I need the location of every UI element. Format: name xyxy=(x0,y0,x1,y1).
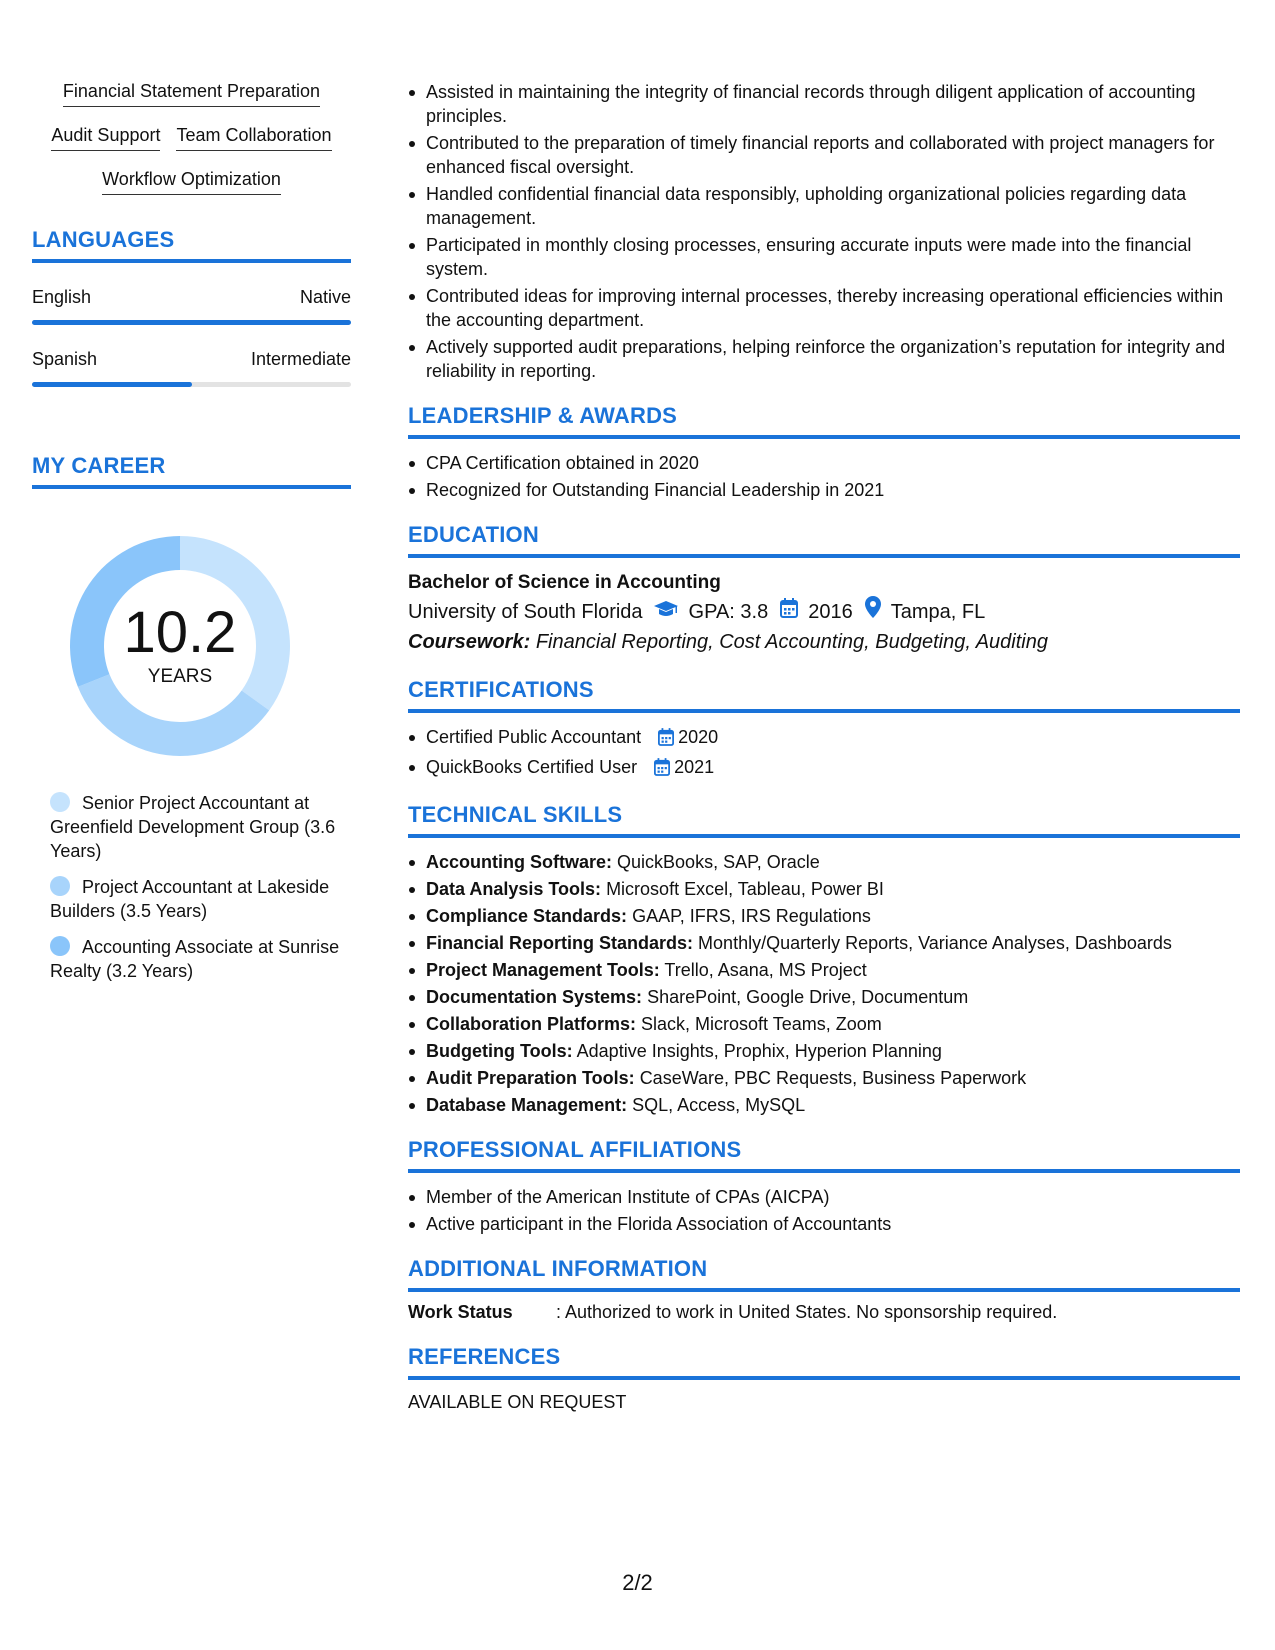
certifications-heading: CERTIFICATIONS xyxy=(408,677,1240,713)
coursework-value: Financial Reporting, Cost Accounting, Budgeting, Auditing xyxy=(535,631,1048,653)
skill-values: QuickBooks, SAP, Oracle xyxy=(617,852,820,872)
skill-tag-row xyxy=(32,80,351,107)
legend-label: Senior Project Accountant at Greenfield Development Group (3.6 Years) xyxy=(50,793,336,861)
skill-tag: Financial Statement Preparation xyxy=(63,80,320,107)
skill-values: GAAP, IFRS, IRS Regulations xyxy=(632,906,871,926)
language-bar xyxy=(32,320,351,325)
legend-item xyxy=(50,791,340,863)
skill-category: Financial Reporting Standards: xyxy=(426,933,694,953)
page-number: 2/2 xyxy=(622,1570,653,1595)
language-bar-fill xyxy=(32,382,192,387)
skill-values: Microsoft Excel, Tableau, Power BI xyxy=(606,879,884,899)
technical-skill-item xyxy=(426,1039,1240,1063)
language-level: Native xyxy=(299,287,351,307)
technical-skill-item xyxy=(426,985,1240,1009)
additional-info-heading: ADDITIONAL INFORMATION xyxy=(408,1256,1240,1292)
technical-skills-heading: TECHNICAL SKILLS xyxy=(408,802,1240,838)
legend-dot xyxy=(50,876,70,896)
skill-category: Data Analysis Tools: xyxy=(426,879,602,899)
skill-values: Slack, Microsoft Teams, Zoom xyxy=(641,1014,882,1034)
certifications-section xyxy=(408,677,1240,782)
references-text: AVAILABLE ON REQUEST xyxy=(408,1392,627,1412)
certification-item xyxy=(426,755,1240,782)
graduation-cap-icon xyxy=(653,597,679,627)
skill-values: CaseWare, PBC Requests, Business Paperwork xyxy=(639,1068,1027,1088)
skill-category: Database Management: xyxy=(426,1095,628,1115)
affiliations-list xyxy=(408,1185,1240,1236)
additional-info-section xyxy=(408,1256,1240,1324)
coursework-label: Coursework: xyxy=(408,631,531,653)
leadership-heading: LEADERSHIP & AWARDS xyxy=(408,403,1240,439)
calendar-icon xyxy=(658,728,674,752)
work-status-value: : Authorized to work in United States. No sponsorship required. xyxy=(556,1302,1058,1322)
certifications-list xyxy=(408,725,1240,782)
skill-tag: Workflow Optimization xyxy=(102,168,281,195)
career-donut xyxy=(65,531,295,761)
skill-tags xyxy=(32,80,351,195)
skill-tag-row xyxy=(32,168,351,195)
skill-tag-row xyxy=(32,124,351,151)
experience-bullet: Assisted in maintaining the integrity of financial records through diligent application of accounting principles. xyxy=(426,80,1240,128)
career-section xyxy=(32,453,351,983)
education-heading: EDUCATION xyxy=(408,522,1240,558)
skill-category: Project Management Tools: xyxy=(426,960,660,980)
skill-category: Audit Preparation Tools: xyxy=(426,1068,635,1088)
skill-category: Accounting Software: xyxy=(426,852,613,872)
calendar-icon xyxy=(780,597,798,627)
certification-name: QuickBooks Certified User xyxy=(426,757,638,777)
career-years-unit: YEARS xyxy=(147,666,213,687)
career-heading: MY CAREER xyxy=(32,453,351,489)
leadership-item: Recognized for Outstanding Financial Leadership in 2021 xyxy=(426,478,1240,502)
work-status-label: Work Status xyxy=(408,1302,513,1322)
references-section xyxy=(408,1344,1240,1414)
technical-skill-item xyxy=(426,1066,1240,1090)
language-name: English xyxy=(32,287,92,307)
skill-values: Trello, Asana, MS Project xyxy=(664,960,867,980)
skill-category: Documentation Systems: xyxy=(426,987,643,1007)
education-degree: Bachelor of Science in Accounting xyxy=(408,572,721,593)
language-spanish xyxy=(32,349,351,387)
certification-item xyxy=(426,725,1240,752)
certification-name: Certified Public Accountant xyxy=(426,727,642,747)
skill-values: Adaptive Insights, Prophix, Hyperion Planning xyxy=(576,1041,942,1061)
technical-skill-item xyxy=(426,1093,1240,1117)
experience-bullet: Contributed to the preparation of timely financial reports and collaborated with project managers for enhanced fiscal oversight. xyxy=(426,131,1240,179)
career-legend xyxy=(50,791,340,983)
skill-category: Budgeting Tools: xyxy=(426,1041,573,1061)
technical-skill-item xyxy=(426,931,1240,955)
technical-skill-item xyxy=(426,877,1240,901)
references-heading: REFERENCES xyxy=(408,1344,1240,1380)
legend-item xyxy=(50,875,340,923)
affiliation-item: Active participant in the Florida Association of Accountants xyxy=(426,1212,1240,1236)
language-bar xyxy=(32,382,351,387)
affiliation-item: Member of the American Institute of CPAs (AICPA) xyxy=(426,1185,1240,1209)
career-total-years: 10.2 xyxy=(123,600,237,665)
education-gpa: GPA: 3.8 xyxy=(688,600,769,623)
language-english xyxy=(32,287,351,325)
legend-label: Project Accountant at Lakeside Builders (3.5 Years) xyxy=(50,877,330,921)
skill-category: Collaboration Platforms: xyxy=(426,1014,637,1034)
skill-values: SQL, Access, MySQL xyxy=(632,1095,806,1115)
education-coursework xyxy=(408,627,1240,657)
experience-bullet: Contributed ideas for improving internal processes, thereby increasing operational efficiencies within the accounting department. xyxy=(426,284,1240,332)
location-pin-icon xyxy=(865,596,881,627)
languages-heading: LANGUAGES xyxy=(32,227,351,263)
education-details xyxy=(408,596,1240,627)
affiliations-heading: PROFESSIONAL AFFILIATIONS xyxy=(408,1137,1240,1173)
legend-dot xyxy=(50,936,70,956)
legend-dot xyxy=(50,792,70,812)
experience-bullet: Handled confidential financial data responsibly, upholding organizational policies regarding data management. xyxy=(426,182,1240,230)
leadership-item: CPA Certification obtained in 2020 xyxy=(426,451,1240,475)
certification-year: 2021 xyxy=(674,757,715,777)
experience-bullet: Actively supported audit preparations, helping reinforce the organization’s reputation for integrity and reliability in reporting. xyxy=(426,335,1240,383)
legend-label: Accounting Associate at Sunrise Realty (3.2 Years) xyxy=(50,937,340,981)
technical-skill-item xyxy=(426,958,1240,982)
skill-tag: Audit Support xyxy=(51,124,160,151)
calendar-icon xyxy=(654,758,670,782)
technical-skill-item xyxy=(426,1012,1240,1036)
education-section xyxy=(408,522,1240,657)
languages-section xyxy=(32,227,351,387)
experience-bullet: Participated in monthly closing processes, ensuring accurate inputs were made into the financial system. xyxy=(426,233,1240,281)
work-status-row xyxy=(408,1300,1240,1324)
language-level: Intermediate xyxy=(250,349,351,369)
legend-item xyxy=(50,935,340,983)
experience-bullets xyxy=(408,80,1240,383)
education-location: Tampa, FL xyxy=(890,600,986,623)
technical-skills-list xyxy=(408,850,1240,1117)
leadership-list xyxy=(408,451,1240,502)
affiliations-section xyxy=(408,1137,1240,1236)
education-school: University of South Florida xyxy=(408,600,643,623)
language-bar-fill xyxy=(32,320,351,325)
skill-category: Compliance Standards: xyxy=(426,906,628,926)
technical-skill-item xyxy=(426,850,1240,874)
skill-values: Monthly/Quarterly Reports, Variance Analyses, Dashboards xyxy=(698,933,1172,953)
education-year: 2016 xyxy=(808,600,853,623)
technical-skill-item xyxy=(426,904,1240,928)
left-column xyxy=(32,80,351,995)
leadership-section xyxy=(408,403,1240,502)
donut-center xyxy=(65,531,295,761)
skill-tag: Team Collaboration xyxy=(176,124,331,151)
right-column xyxy=(408,80,1240,1414)
certification-year: 2020 xyxy=(678,727,719,747)
language-name: Spanish xyxy=(32,349,98,369)
skill-values: SharePoint, Google Drive, Documentum xyxy=(647,987,969,1007)
technical-skills-section xyxy=(408,802,1240,1117)
